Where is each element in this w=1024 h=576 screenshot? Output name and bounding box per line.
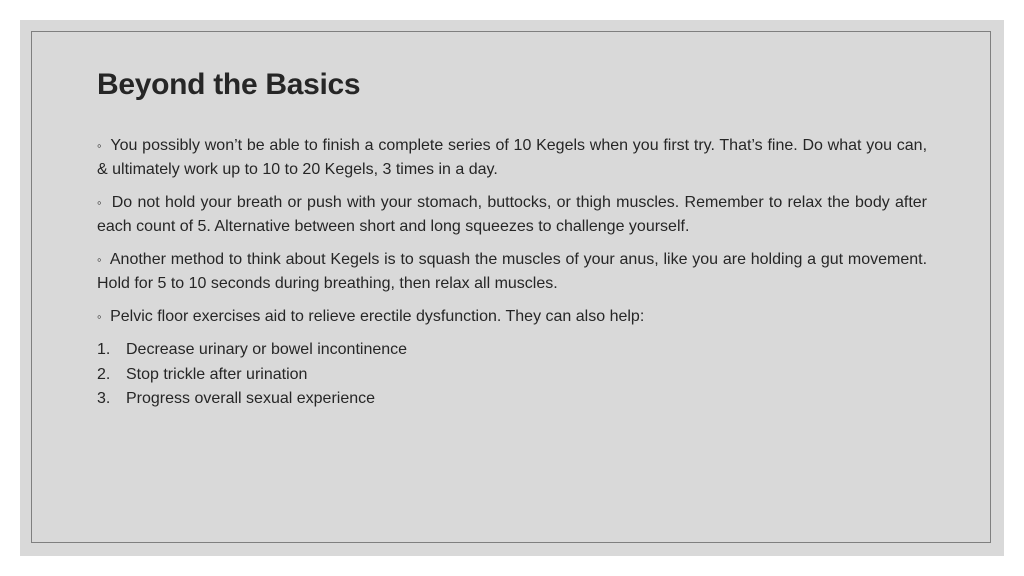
bullet-circle-icon: ◦ xyxy=(97,309,102,324)
bullet-paragraph xyxy=(97,305,927,329)
list-item-number: 3. xyxy=(97,390,111,407)
bullet-text: Pelvic floor exercises aid to relieve erectile dysfunction. They can also help: xyxy=(110,308,645,325)
bullet-paragraph xyxy=(97,248,927,296)
bullet-text: You possibly won’t be able to finish a complete series of 10 Kegels when you first try. That’s fine. Do what you can, & ultimately work up to 10 to 20 Kegels, 3 times in a day. xyxy=(97,137,928,178)
bullet-circle-icon: ◦ xyxy=(97,252,102,267)
slide-title: Beyond the Basics xyxy=(97,68,361,101)
list-item-number: 2. xyxy=(97,365,111,383)
slide-content xyxy=(97,134,927,412)
list-item xyxy=(97,338,927,363)
bullet-paragraph xyxy=(97,191,927,239)
bullet-paragraph xyxy=(97,134,927,182)
slide xyxy=(20,20,1004,556)
list-item xyxy=(97,363,927,388)
bullet-text: Do not hold your breath or push with your stomach, buttocks, or thigh muscles. Remember to relax the body after each count of 5. Alternative between short and long squeezes to challenge yourself. xyxy=(97,194,928,235)
bullet-text: Another method to think about Kegels is to squash the muscles of your anus, like you are holding a gut movement. Hold for 5 to 10 seconds during breathing, then relax all muscles. xyxy=(97,251,928,292)
list-item-text: Stop trickle after urination xyxy=(126,365,308,383)
list-item-text: Progress overall sexual experience xyxy=(126,390,376,407)
list-item-number: 1. xyxy=(97,341,111,358)
list-item xyxy=(97,387,927,412)
list-item-text: Decrease urinary or bowel incontinence xyxy=(126,341,408,358)
bullet-circle-icon: ◦ xyxy=(97,195,103,210)
bullet-circle-icon: ◦ xyxy=(97,138,102,153)
numbered-list xyxy=(97,338,927,412)
